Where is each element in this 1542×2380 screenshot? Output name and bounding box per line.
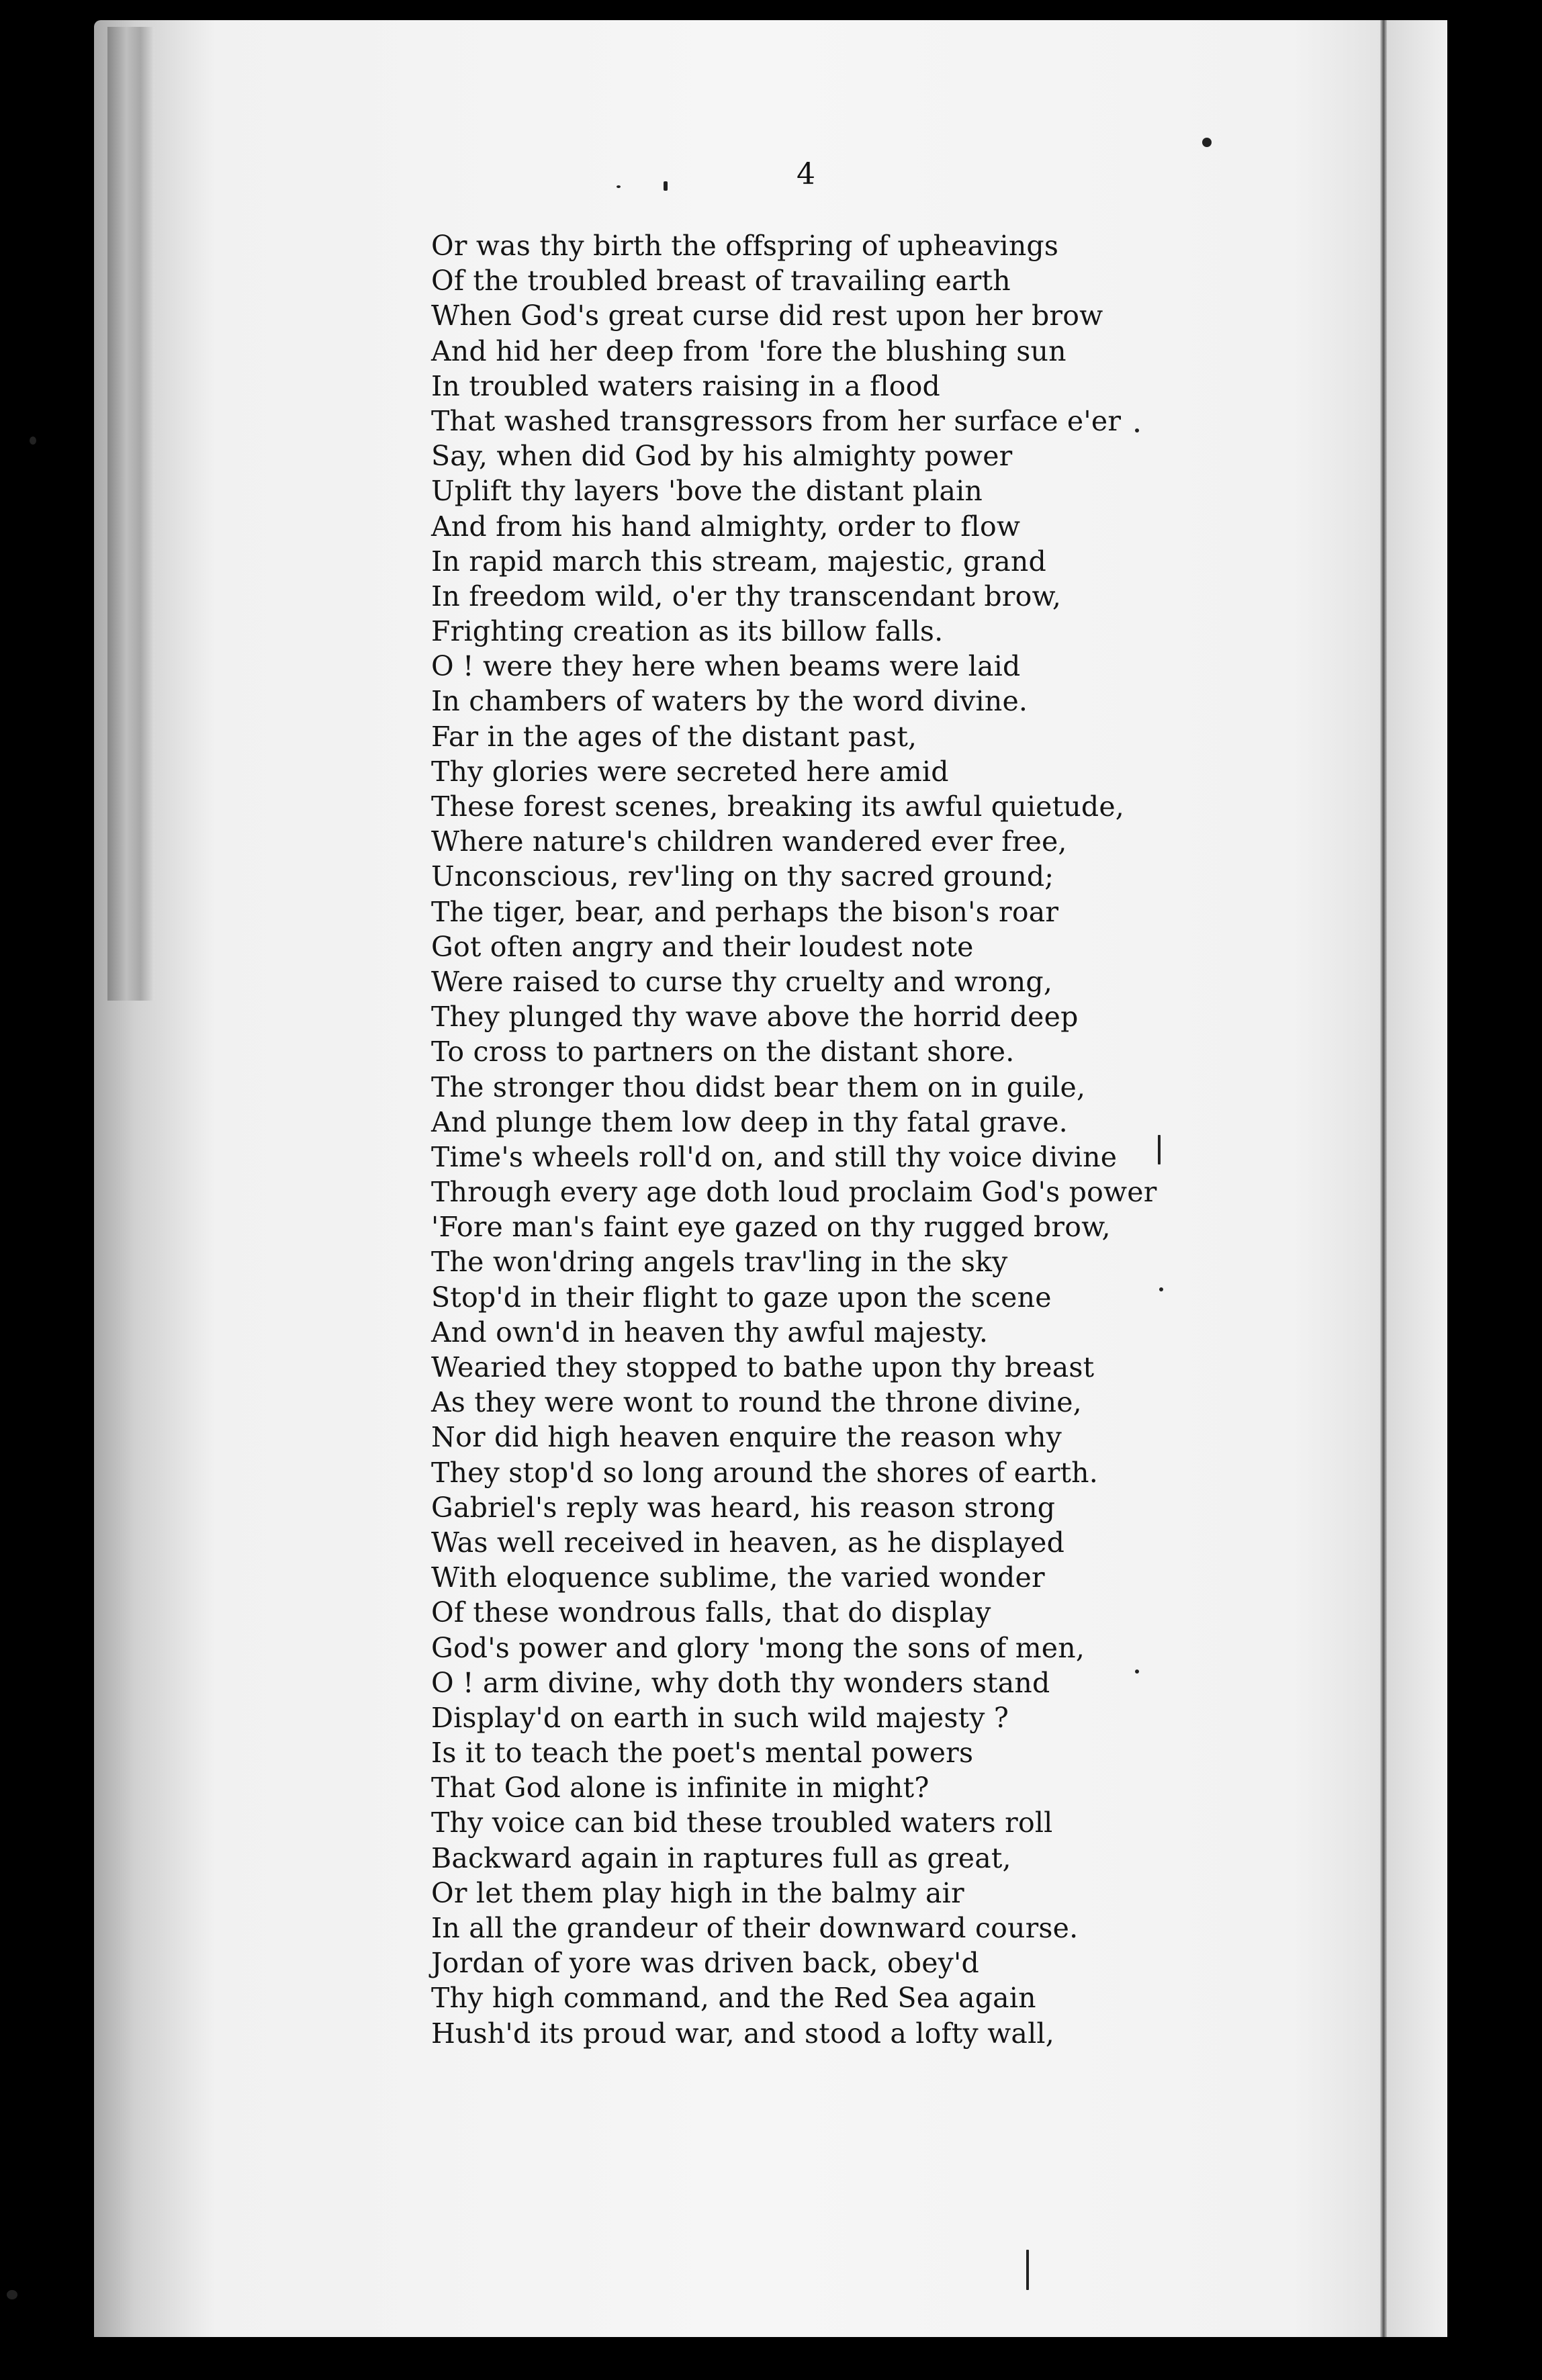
poem-line: These forest scenes, breaking its awful quietude,	[431, 790, 1125, 823]
poem-line: Nor did high heaven enquire the reason why	[431, 1421, 1062, 1454]
poem-line: With eloquence sublime, the varied wonder	[431, 1561, 1045, 1594]
poem-line: Display'd on earth in such wild majesty ?	[431, 1701, 1009, 1734]
ink-speck	[664, 181, 668, 191]
poem-line: Or let them play high in the balmy air	[431, 1876, 964, 1909]
ink-speck	[1026, 2250, 1029, 2290]
ink-speck	[617, 185, 621, 188]
poem-line: Where nature's children wandered ever free,	[431, 825, 1067, 858]
poem-line: God's power and glory 'mong the sons of men,	[431, 1631, 1085, 1664]
poem-line: Is it to teach the poet's mental powers	[431, 1737, 974, 1770]
poem-line: Uplift thy layers 'bove the distant plain	[431, 475, 983, 508]
poem-line: Frighting creation as its billow falls.	[431, 615, 944, 648]
poem-line: Time's wheels roll'd on, and still thy voice divine	[431, 1140, 1118, 1173]
poem-line: Was well received in heaven, as he displayed	[431, 1526, 1065, 1559]
poem-text	[431, 228, 1170, 2051]
page-fold-line	[1380, 20, 1387, 2337]
poem-line: Or was thy birth the offspring of upheavings	[431, 230, 1059, 262]
poem-line: The won'dring angels trav'ling in the sky	[431, 1246, 1008, 1279]
poem-line: That washed transgressors from her surface e'er	[431, 404, 1122, 437]
page-number: 4	[797, 157, 815, 191]
poem-line: Of these wondrous falls, that do display	[431, 1596, 991, 1629]
poem-line: And own'd in heaven thy awful majesty.	[431, 1316, 989, 1348]
poem-line: Unconscious, rev'ling on thy sacred ground;	[431, 860, 1054, 893]
poem-line: They stop'd so long around the shores of earth.	[431, 1456, 1099, 1489]
poem-line: Thy high command, and the Red Sea again	[431, 1982, 1036, 2015]
adjacent-page-edge	[1387, 20, 1447, 2337]
poem-line: Hush'd its proud war, and stood a lofty wall,	[431, 2017, 1054, 2050]
poem-line: Wearied they stopped to bathe upon thy breast	[431, 1351, 1095, 1383]
poem-line: In rapid march this stream, majestic, grand	[431, 545, 1046, 578]
poem-line: And hid her deep from 'fore the blushing sun	[431, 334, 1067, 367]
poem-line: Jordan of yore was driven back, obey'd	[431, 1947, 979, 1980]
poem-line: The tiger, bear, and perhaps the bison's roar	[431, 895, 1059, 928]
poem-line: And from his hand almighty, order to flow	[431, 510, 1021, 543]
poem-line: 'Fore man's faint eye gazed on thy rugged brow,	[431, 1211, 1111, 1244]
poem-line: And plunge them low deep in thy fatal grave.	[431, 1105, 1068, 1138]
ink-speck	[30, 437, 36, 445]
poem-line: Thy glories were secreted here amid	[431, 755, 949, 788]
poem-line: Through every age doth loud proclaim God's power	[431, 1176, 1157, 1209]
poem-line: Got often angry and their loudest note	[431, 930, 974, 963]
poem-line: Were raised to curse thy cruelty and wrong,	[431, 965, 1053, 998]
poem-line: To cross to partners on the distant shore.	[431, 1036, 1015, 1068]
poem-line: O ! were they here when beams were laid	[431, 650, 1021, 683]
poem-line: As they were wont to round the throne divine,	[431, 1386, 1082, 1419]
poem-line: In freedom wild, o'er thy transcendant brow,	[431, 580, 1062, 612]
poem-line: That God alone is infinite in might?	[431, 1772, 929, 1804]
page-binding-edge	[107, 27, 154, 1001]
poem-line: Gabriel's reply was heard, his reason strong	[431, 1491, 1056, 1524]
poem-line: Say, when did God by his almighty power	[431, 440, 1013, 473]
poem-line: In all the grandeur of their downward course.	[431, 1912, 1079, 1944]
poem-line: The stronger thou didst bear them on in guile,	[431, 1070, 1086, 1103]
poem-line: When God's great curse did rest upon her brow	[431, 300, 1103, 332]
ink-speck	[1202, 138, 1212, 147]
poem-line: In chambers of waters by the word divine.	[431, 685, 1028, 718]
ink-speck	[7, 2290, 17, 2299]
poem-line: In troubled waters raising in a flood	[431, 369, 940, 402]
poem-line: Stop'd in their flight to gaze upon the scene	[431, 1281, 1052, 1314]
poem-line: Far in the ages of the distant past,	[431, 720, 917, 753]
poem-line: Backward again in raptures full as great,	[431, 1841, 1011, 1874]
poem-line: Of the troubled breast of travailing earth	[431, 265, 1011, 298]
poem-line: They plunged thy wave above the horrid deep	[431, 1001, 1079, 1034]
poem-line: Thy voice can bid these troubled waters roll	[431, 1806, 1053, 1839]
poem-line: O ! arm divine, why doth thy wonders stand	[431, 1666, 1050, 1699]
